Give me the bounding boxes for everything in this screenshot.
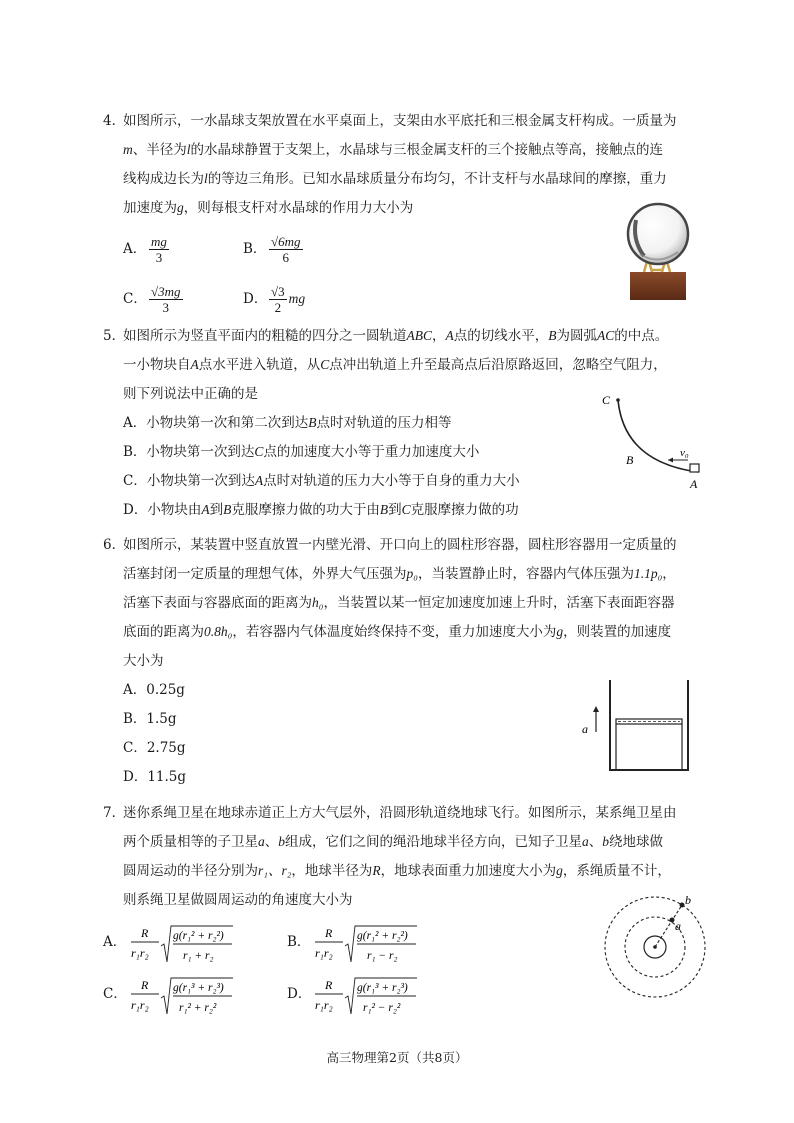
svg-text:r₁r₂: r₁r₂ [131,998,149,1012]
label-a: a [582,722,588,736]
label-v0: v₀ [680,447,689,459]
acceleration-arrow-icon [593,706,599,712]
q6-option-a: A．0.25g [123,682,185,698]
label-b: b [685,893,691,907]
q4-stem-line1: 如图所示，一水晶球支架放置在水平桌面上，支架由水平底托和三根金属支杆构成。一质量为 [123,113,677,129]
q5-option-b: B．小物块第一次到达C点的加速度大小等于重力加速度大小 [123,444,480,460]
q6-option-d: D．11.5g [123,769,187,785]
q7-stem-line3: 圆周运动的半径分别为r₁、r₂，地球半径为R，地球表面重力加速度大小为g，系绳质量不计， [123,863,671,879]
wooden-base [630,272,686,300]
q5-option-a: A．小物块第一次和第二次到达B点时对轨道的压力相等 [123,415,452,431]
q5-option-c: C．小物块第一次到达A点时对轨道的压力大小等于自身的重力大小 [123,473,520,489]
q4-number: 4． [103,113,126,129]
q6-stem-line2: 活塞封闭一定质量的理想气体，外界大气压强为p₀，当装置静止时，容器内气体压强为1.1p₀， [123,566,676,582]
svg-text:g(r₁² + r₂²): g(r₁² + r₂²) [357,930,408,942]
q4-option-d: D． $\frac{√3}{2}$ mg [243,284,306,315]
svg-text:R: R [325,926,333,940]
svg-text:r₁² − r₂²: r₁² − r₂² [363,1002,401,1014]
svg-text:r₁ + r₂: r₁ + r₂ [183,950,214,962]
label-c: C [602,393,611,407]
q7-stem-line1: 迷你系绳卫星在地球赤道正上方大气层外，沿圆形轨道绕地球飞行。如图所示，某系绳卫星由 [123,805,677,821]
label-b: B [626,453,634,467]
cylinder-container [610,680,688,770]
q7-option-a-expr [129,924,235,966]
svg-text:r₁ − r₂: r₁ − r₂ [367,950,398,962]
svg-text:r₁r₂: r₁r₂ [315,998,333,1012]
quarter-circle-track-figure [596,388,712,496]
satellite-orbits-figure [600,892,710,1004]
svg-text:R: R [141,926,149,940]
svg-text:R: R [325,978,333,992]
q6-option-b: B．1.5g [123,711,177,727]
cylinder-piston-figure [576,678,694,774]
svg-text:g(r₁³ + r₂³): g(r₁³ + r₂³) [357,982,408,994]
q5-stem-line3: 则下列说法中正确的是 [123,386,258,402]
q6-stem-line1: 如图所示，某装置中竖直放置一内壁光滑、开口向上的圆柱形容器，圆柱形容器用一定质量的 [123,537,677,553]
small-block [690,464,699,472]
q4-stem-line2: m、半径为l的水晶球静置于支架上，水晶球与三根金属支杆的三个接触点等高，接触点的连 [123,142,664,158]
q6-stem-line4: 底面的距离为0.8h₀，若容器内气体温度始终保持不变，重力加速度大小为g，则装置的加速度 [123,624,672,640]
q4-option-b: B． $\frac{√6mg}{6}$ [243,234,301,265]
q7-option-c-expr [129,976,235,1018]
page-footer: 高三物理第2页（共8页） [326,1050,468,1065]
q7-option-d-expr [313,976,419,1018]
svg-text:g(r₁² + r₂²): g(r₁² + r₂²) [173,930,224,942]
q6-number: 6． [103,537,126,553]
q4-option-a: A． $\frac{mg}{3}$ [123,234,167,265]
q5-stem-line1: 如图所示为竖直平面内的粗糙的四分之一圆轨道ABC，A点的切线水平，B为圆弧AC的中点。 [123,328,669,344]
q7-stem-line4: 则系绳卫星做圆周运动的角速度大小为 [123,892,353,908]
label-a: a [675,919,681,933]
label-a: A [690,477,698,491]
svg-text:r₁r₂: r₁r₂ [315,946,333,960]
q5-number: 5． [103,328,126,344]
velocity-arrow-icon [668,458,673,463]
svg-text:r₁² + r₂²: r₁² + r₂² [179,1002,217,1014]
q5-option-d: D．小物块由A到B克服摩擦力做的功大于由B到C克服摩擦力做的功 [123,502,519,518]
q6-option-c: C．2.75g [123,740,186,756]
q6-stem-line3: 活塞下表面与容器底面的距离为h₀，当装置以某一恒定加速度加速上升时，活塞下表面距容器 [123,595,675,611]
svg-text:g(r₁³ + r₂³): g(r₁³ + r₂³) [173,982,224,994]
q4-stem-line4: 加速度为g，则每根支杆对水晶球的作用力大小为 [123,200,414,216]
satellite-a [670,918,675,923]
q7-number: 7． [103,805,126,821]
q6-stem-line5: 大小为 [123,653,164,669]
q5-stem-line2: 一小物块自A点水平进入轨道，从C点冲出轨道上升至最高点后沿原路返回，忽略空气阻力， [123,357,667,373]
satellite-b [680,903,685,908]
q4-option-c: C． $\frac{√3mg}{3}$ [123,284,181,315]
q7-stem-line2: 两个质量相等的子卫星a、b组成，它们之间的绳沿地球半径方向，已知子卫星a、b绕地球做 [123,834,663,850]
svg-text:r₁r₂: r₁r₂ [131,946,149,960]
q4-stem-line3: 线构成边长为l的等边三角形。已知水晶球质量分布均匀，不计支杆与水晶球间的摩擦，重力 [123,171,667,187]
svg-text:R: R [141,978,149,992]
crystal-ball-figure [622,200,692,302]
q7-option-b-expr [313,924,419,966]
